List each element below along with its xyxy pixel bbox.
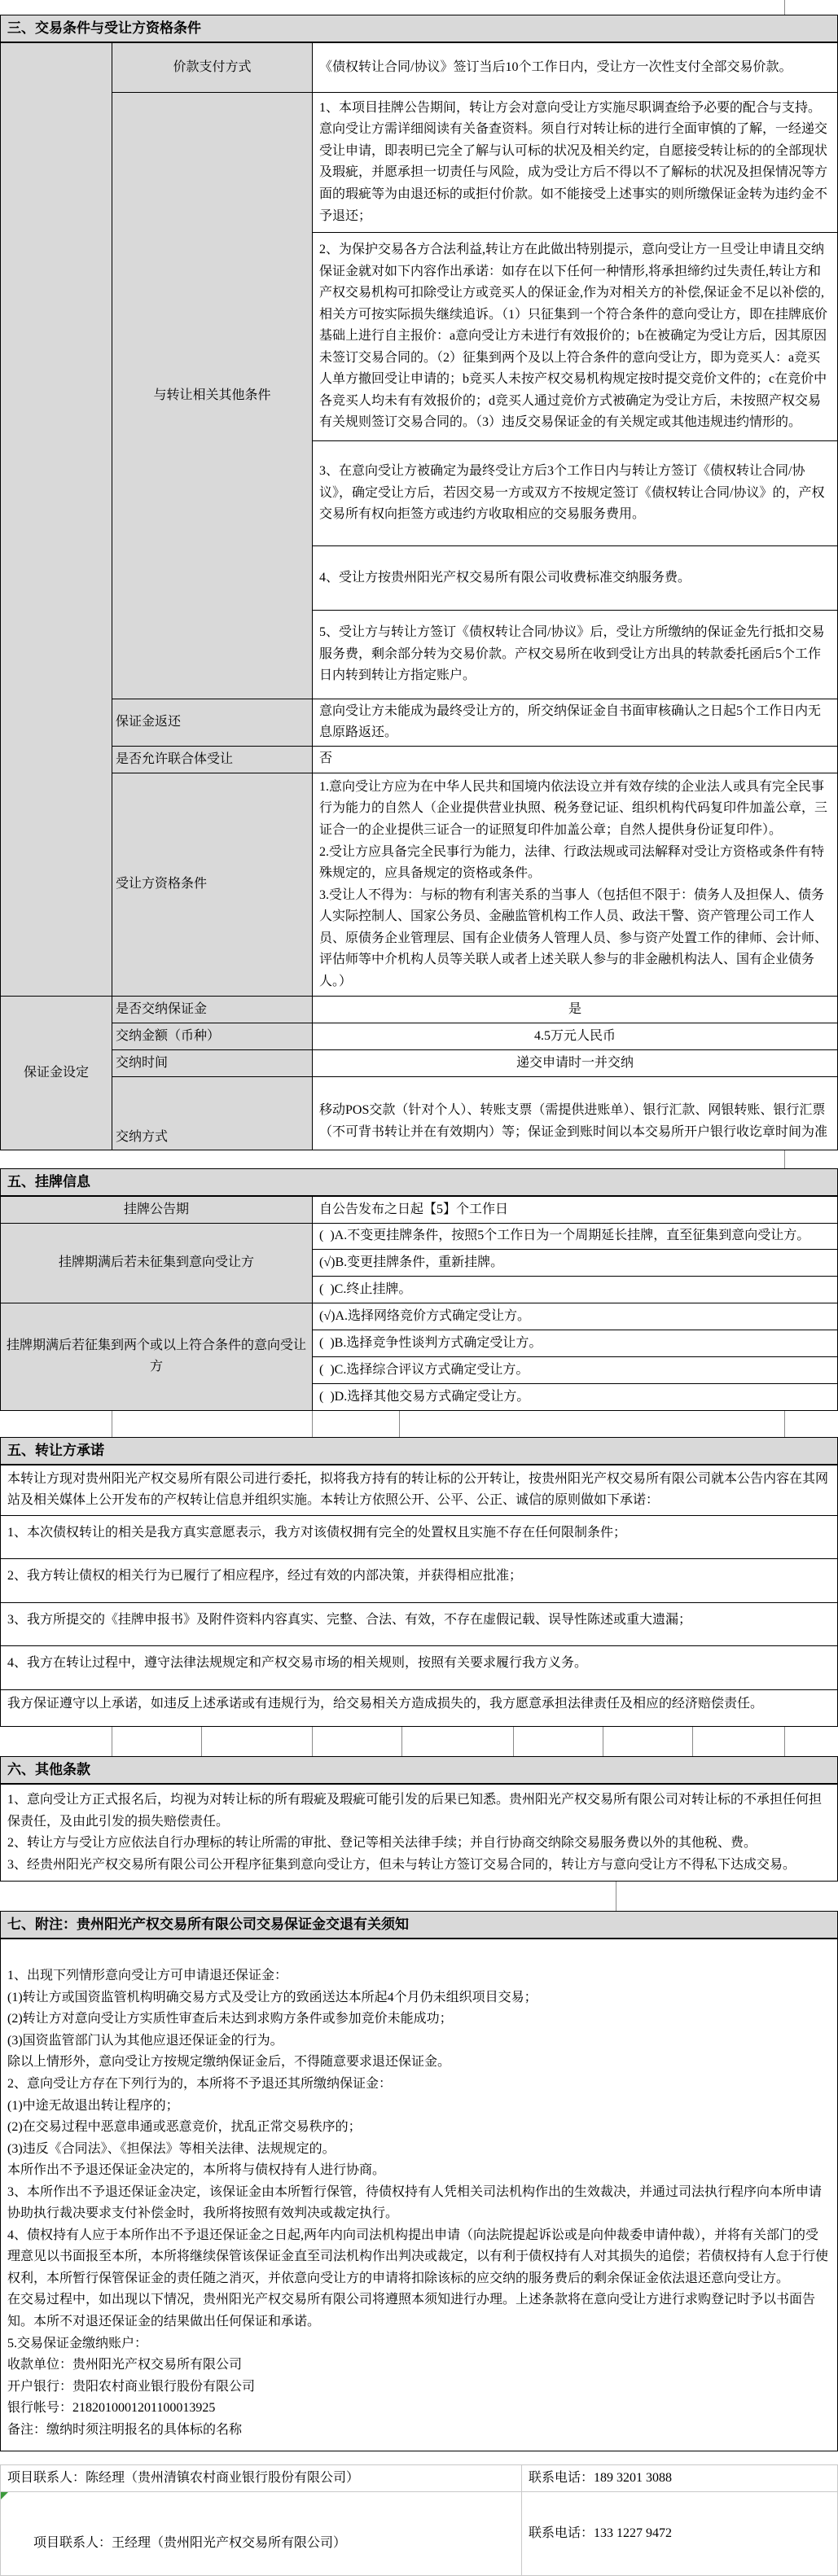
notes-line: (2)转让方对意向受让方实质性审查后未达到求购方条件或参加竞价未能成功； [7, 2012, 453, 2026]
table-row [1, 1197, 838, 1224]
notes-header [0, 1911, 838, 1939]
commitment-item: 2、我方转让债权的相关行为已履行了相应程序，经过有效的内部决策，并获得相应批准； [1, 1559, 838, 1603]
other-terms-item: 2、转让方与受让方应依法自行办理标的转让所需的审批、登记等相关法律手续；并自行协商交纳除交易服务费以外的其他税、费。 [7, 1836, 757, 1851]
other-condition-item: 2、为保护交易各方合法利益,转让方在此做出特别提示，意向受让方一旦受让申请且交纳保证金就对如下内容作出承诺：如存在以下任何一种情形,将承担缔约过失责任,转让方和产权交易机构可扣除受让方或竞买人的保证金,作为对相关方的补偿,保证金不足以补偿的,相关方可按实际损失继续追诉。（1）只征集到一个符合条件的意向受让方，即在挂牌底价基础上进行自主报价：a意向受让方未进行有效报价的；b在被确定为受让方后，因其原因未签订交易合同的。（2）征集到两个及以上符合条件的意向受让方，即为竞买人：a竞买人单方撤回受让申请的；b竞买人未按产权交易机构规定按时提交竞价文件的；c在竞价中各竞买人均未有有效报价的；d竞买人通过竞价方式被确定为受让方后，未按照产权交易有关规则签订交易合同的。（3）违反交易保证金的有关规定或其他违规违约情形的。 [313, 233, 838, 441]
deposit-return-value: 意向受让方未能成为最终受让方的，所交纳保证金自书面审核确认之日起5个工作日内无息原路返还。 [313, 699, 838, 746]
deposit-method-label: 交纳方式 [112, 1077, 313, 1150]
gap-row [0, 1411, 838, 1437]
table-row [1, 42, 838, 92]
commitment-item: 1、本次债权转让的相关是我方真实意愿表示，我方对该债权拥有完全的处置权且实施不存在任何限制条件； [1, 1515, 838, 1559]
notes-line: 除以上情形外，意向受让方按规定缴纳保证金后，不得随意要求退还保证金。 [7, 2055, 451, 2070]
deposit-time-value: 递交申请时一并交纳 [313, 1050, 838, 1077]
qualification-value [313, 773, 838, 996]
gridline [513, 1727, 514, 1756]
commitment-title: 五、转让方承诺 [7, 1442, 104, 1458]
gridline [784, 1411, 785, 1437]
announcement-period-value: 自公告发布之日起【5】个工作日 [313, 1197, 838, 1224]
notes-line: (3)国资监管部门认为其他应退还保证金的行为。 [7, 2033, 283, 2048]
listing-option: ( )C.选择综合评议方式确定受让方。 [313, 1356, 838, 1383]
no-transferee-label: 挂牌期满后若未征集到意向受让方 [1, 1224, 313, 1303]
section3-table [0, 42, 838, 1151]
contact-phone: 联系电话：189 3201 3088 [522, 2465, 838, 2492]
listing-title: 五、挂牌信息 [7, 1174, 90, 1190]
payment-method-value: 《债权转让合同/协议》签订当后10个工作日内，受让方一次性支付全部交易价款。 [313, 42, 838, 92]
table-row [1, 1515, 838, 1559]
other-terms-header [0, 1756, 838, 1784]
table-row [1, 1559, 838, 1603]
gridline [784, 1727, 785, 1756]
qualification-label: 受让方资格条件 [112, 773, 313, 996]
gridline [312, 1727, 313, 1756]
table-row [1, 1050, 838, 1077]
notes-line: 3、本所作出不予退还保证金决定，该保证金由本所暂行保管，待债权持有人凭相关司法机构作出的生效裁决，并通过司法执行程序向本所申请协助执行裁决要求支付补偿金时，我所将按照有效判决或裁定执行。 [7, 2184, 823, 2221]
payment-method-label: 价款支付方式 [112, 42, 313, 92]
table-row [1, 1077, 838, 1150]
other-terms-item: 3、经贵州阳光产权交易所有限公司公开程序征集到意向受让方，但未与转让方签订交易合同的，转让方与意向受让方不得私下达成交易。 [7, 1857, 796, 1872]
commitment-intro: 本转让方现对贵州阳光产权交易所有限公司进行委托，拟将我方持有的转让标的公开转让，按贵州阳光产权交易所有限公司就本公告内容在其网站及相关媒体上公开发布的产权转让信息并组织实施。本转让方依照公开、公平、公正、诚信的原则做如下承诺： [1, 1465, 838, 1515]
gridline [784, 0, 785, 15]
contact-person [1, 2492, 522, 2576]
notes-line: (3)违反《合同法》、《担保法》等相关法律、法规规定的。 [7, 2141, 336, 2156]
qualification-item: 1.意向受让方应为在中华人民共和国境内依法设立并有效存续的企业法人或具有完全民事行为能力的自然人（企业提供营业执照、税务登记证、组织机构代码复印件加盖公章，三证合一的企业提供三证合一的证照复印件加盖公章；自然人提供身份证复印件）。 [319, 779, 828, 838]
contact-person-text: 项目联系人：王经理（贵州阳光产权交易所有限公司） [33, 2536, 347, 2551]
other-condition-item: 4、受让方按贵州阳光产权交易所有限公司收费标准交纳服务费。 [313, 545, 838, 611]
gridline [399, 1411, 400, 1437]
joint-transferee-label: 是否允许联合体受让 [112, 746, 313, 773]
notes-line: 5.交易保证金缴纳账户： [7, 2336, 148, 2350]
deposit-method-value: 移动POS交款（针对个人）、转账支票（需提供进账单）、银行汇款、网银转账、银行汇票（不可背书转让并在有效期内）等；保证金到账时间以本交易所开户银行收讫章时间为准 [313, 1077, 838, 1150]
group-cell-empty [1, 42, 112, 997]
listing-option: (√)A.选择网络竞价方式确定受让方。 [313, 1303, 838, 1330]
gridline [312, 1411, 313, 1437]
notes-line: 银行帐号：2182010001201100013925 [7, 2401, 216, 2416]
table-row [1, 1646, 838, 1690]
multiple-transferees-label: 挂牌期满后若征集到两个或以上符合条件的意向受让方 [1, 1303, 313, 1410]
notes-line: 4、债权持有人应于本所作出不予退还保证金之日起,两年内向司法机构提出申请（向法院提起诉讼或是向仲裁委申请仲裁），并将有关部门的受理意见以书面报至本所，本所将继续保管该保证金直至司法机构作出判决或裁定，以有利于债权持有人对其损失的追偿；若债权持有人怠于行使权利，本所暂行保管保证金的责任随之消灭，并依意向受让方的申请将扣除该标的应交纳的服务费后的剩余保证金依法退还意向受让方。 [7, 2228, 829, 2285]
other-condition-item: 5、受让方与转让方签订《债权转让合同/协议》后，受让方所缴纳的保证金先行抵扣交易服务费，剩余部分转为交易价款。产权交易所在收到受让方出具的转款委托函后5个工作日内转到转让方指定账户。 [313, 611, 838, 699]
table-row [1, 1465, 838, 1515]
table-row [1, 1023, 838, 1050]
notes-line: (1)中途无故退出转让程序的； [7, 2098, 179, 2113]
contact-phone: 联系电话：133 1227 9472 [522, 2492, 838, 2576]
notes-line: 在交易过程中，如出现以下情况，贵州阳光产权交易所有限公司将遵照本须知进行办理。上述条款将在意向受让方进行求购登记时予以书面告知。本所不对退还保证金的结果做出任何保证和承诺。 [7, 2293, 816, 2328]
table-row [1, 997, 838, 1023]
qualification-item: 3.受让人不得为：与标的物有利害关系的当事人（包括但不限于：债务人及担保人、债务人实际控制人、国家公务员、金融监管机构工作人员、政法干警、资产管理公司工作人员、原债务企业管理层、国有企业债务人管理人员、参与资产处置工作的律师、会计师、评估师等中介机构人员等关联人或者上述关联人参与的非金融机构法人、国有企业债务人。） [319, 887, 828, 988]
listing-option: (√)B.变更挂牌条件，重新挂牌。 [313, 1249, 838, 1276]
deposit-time-label: 交纳时间 [112, 1050, 313, 1077]
other-terms-item: 1、意向受让方正式报名后，均视为对转让标的所有瑕疵及瑕疵可能引发的后果已知悉。贵州阳光产权交易所有限公司对转让标的不承担任何担保责任，及由此引发的损失赔偿责任。 [7, 1793, 823, 1829]
listing-header [0, 1168, 838, 1196]
listing-option: ( )A.不变更挂牌条件，按照5个工作日为一个周期延长挂牌，直至征集到意向受让方。 [313, 1224, 838, 1250]
table-row [1, 773, 838, 996]
gridline [401, 1727, 402, 1756]
other-condition-item: 3、在意向受让方被确定为最终受让方后3个工作日内与转让方签订《债权转让合同/协议》，确定受让方后，若因交易一方或双方不按规定签订《债权转让合同/协议》的，产权交易所有权向拒签方或违约方收取相应的交易服务费用。 [313, 441, 838, 546]
commitment-item: 4、我方在转让过程中，遵守法律法规规定和产权交易市场的相关规则，按照有关要求履行我方义务。 [1, 1646, 838, 1690]
contact-row [1, 2465, 838, 2492]
other-condition-item: 1、本项目挂牌公告期间，转让方会对意向受让方实施尽职调查给予必要的配合与支持。意向受让方需详细阅读有关备查资料。须自行对转让标的进行全面审慎的了解，一经递交受让申请，即表明已完全了解与认可标的状况及相关约定，自愿接受转让标的的全部现状及瑕疵，并愿承担一切责任与风险，成为受让方后不得以不了解标的状况及担保情况等方面的瑕疵等为由退还标的或拒付价款。如不能接受上述事实的则所缴保证金转为违约金不予退还； [313, 92, 838, 232]
notes-line: 收款单位：贵州阳光产权交易所有限公司 [7, 2358, 243, 2372]
table-row [1, 92, 838, 232]
table-row [1, 1689, 838, 1727]
listing-option: ( )B.选择竞争性谈判方式确定受让方。 [313, 1330, 838, 1356]
deposit-required-label: 是否交纳保证金 [112, 997, 313, 1023]
table-row [1, 1303, 838, 1330]
listing-option: ( )D.选择其他交易方式确定受让方。 [313, 1383, 838, 1410]
notes-line: (2)在交易过程中恶意串通或恶意竞价，扰乱正常交易秩序的； [7, 2120, 362, 2135]
deposit-required-value: 是 [313, 997, 838, 1023]
other-terms-title: 六、其他条款 [7, 1762, 90, 1778]
table-row [1, 699, 838, 746]
gridline [201, 1727, 202, 1756]
commitment-table [0, 1465, 838, 1728]
qualification-item: 2.受让方应具备完全民事行为能力，法律、行政法规或司法解释对受让方资格或条件有特殊规定的，应具备规定的资格或条件。 [319, 844, 825, 881]
other-conditions-label: 与转让相关其他条件 [112, 92, 313, 699]
gridline [784, 1150, 785, 1168]
deposit-amount-label: 交纳金额（币种） [112, 1023, 313, 1050]
notes-line: (1)转让方或国资监管机构明确交易方式及受让方的致函送达本所起4个月仍未组织项目交易； [7, 1990, 537, 2004]
deposit-return-label: 保证金返还 [112, 699, 313, 746]
notes-body [0, 1939, 838, 2451]
joint-transferee-value: 否 [313, 746, 838, 773]
other-terms-body [0, 1784, 838, 1882]
gap-row [0, 1150, 838, 1168]
table-row [1, 746, 838, 773]
notes-line: 1、出现下列情形意向受让方可申请退还保证金： [7, 1969, 288, 1983]
gap-row [0, 1882, 838, 1911]
gap-row [0, 1727, 838, 1756]
section3-header [0, 15, 838, 42]
announcement-period-label: 挂牌公告期 [1, 1197, 313, 1224]
notes-line: 备注：缴纳时须注明报名的具体标的名称 [7, 2422, 243, 2437]
deposit-group-label: 保证金设定 [1, 997, 112, 1150]
notes-line: 开户银行：贵阳农村商业银行股份有限公司 [7, 2379, 256, 2394]
top-empty-row [0, 0, 838, 15]
commitment-item: 3、我方所提交的《挂牌申报书》及附件资料内容真实、完整、合法、有效，不存在虚假记载、误导性陈述或重大遗漏； [1, 1602, 838, 1646]
gap-row [0, 2451, 838, 2464]
gridline [692, 1727, 693, 1756]
commitment-closing: 我方保证遵守以上承诺，如违反上述承诺或有违规行为，给交易相关方造成损失的，我方愿意承担法律责任及相应的经济赔偿责任。 [1, 1689, 838, 1727]
table-row [1, 1224, 838, 1250]
table-row [1, 1602, 838, 1646]
listing-option: ( )C.终止挂牌。 [313, 1276, 838, 1303]
cell-flag-icon [1, 2492, 8, 2499]
listing-table [0, 1196, 838, 1411]
contacts-table [0, 2464, 838, 2576]
contact-person: 项目联系人：陈经理（贵州清镇农村商业银行股份有限公司） [1, 2465, 522, 2492]
section3-title: 三、交易条件与受让方资格条件 [7, 20, 201, 36]
commitment-header [0, 1437, 838, 1465]
notes-line: 2、意向受让方存在下列行为的，本所将不予退还其所缴纳保证金： [7, 2076, 393, 2091]
deposit-amount-value: 4.5万元人民币 [313, 1023, 838, 1050]
notes-title: 七、附注：贵州阳光产权交易所有限公司交易保证金交退有关须知 [7, 1917, 409, 1933]
notes-line: 本所作出不予退还保证金决定的，本所将与债权持有人进行协商。 [7, 2163, 386, 2178]
contact-row [1, 2492, 838, 2576]
